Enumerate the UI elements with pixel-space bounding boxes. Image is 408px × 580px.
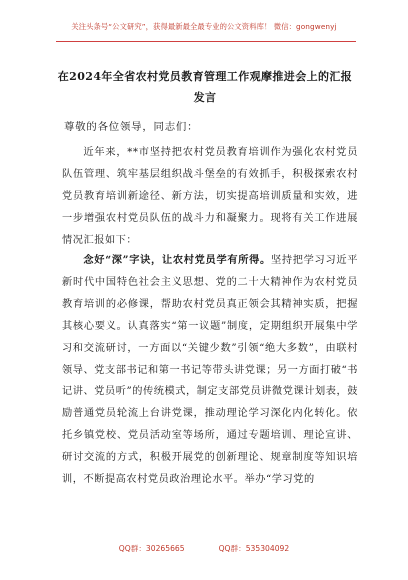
section-heading: 念好“深”字诀，让农村党员学有所得。 bbox=[83, 254, 271, 266]
document-title bbox=[50, 66, 360, 108]
header-banner: 关注头条号“公文研究”，获得最新最全最专业的公文资料库！ 微信：gongwenyj bbox=[71, 22, 337, 31]
title-line-1: 在2024年全省农村党员教育管理工作观摩推进会上的汇报 bbox=[57, 70, 353, 83]
paragraph-section-1 bbox=[62, 250, 358, 491]
paragraph-intro: 近年来，**市坚持把农村党员教育培训作为强化农村党员队伍管理、筑牢基层组织战斗堡垒的有效抓手，积极探索农村党员教育培训新途径、新方法，切实提高培训质量和实效，进一步增强农村党员队伍的战斗力和凝聚力。现将有关工作进展情况汇报如下： bbox=[62, 147, 358, 246]
greeting: 尊敬的各位领导，同志们： bbox=[64, 121, 199, 133]
section-body: 坚持把学习习近平新时代中国特色社会主义思想、党的二十大精神作为农村党员教育培训的必修课，帮助农村党员真正领会其精神实质，把握其核心要义。认真落实“第一议题”制度，定期组织开展集中学习和交流研讨，一方面以“关键少数”引领“绝大多数”，由联村领导、党支部书记和第一书记等带头讲党课；另一方面打破“书记讲、党员听”的传统模式，制定支部党员讲微党课计划表，鼓励普通党员轮流上台讲党课，推动理论学习深化内化转化。依托乡镇党校、党员活动室等场所，通过专题培训、理论宣讲、研讨交流的方式，积极开展党的创新理论、规章制度等知识培训，不断提高农村党员政治理论水平。举办“学习党的 bbox=[62, 255, 358, 486]
header-divider bbox=[56, 41, 356, 42]
footer-qq-group-1: QQ群：30265665 bbox=[118, 544, 185, 553]
footer-qq-group-2: QQ群：535304092 bbox=[218, 544, 290, 553]
title-line-2: 发言 bbox=[193, 91, 217, 104]
footer-banner bbox=[0, 543, 408, 554]
